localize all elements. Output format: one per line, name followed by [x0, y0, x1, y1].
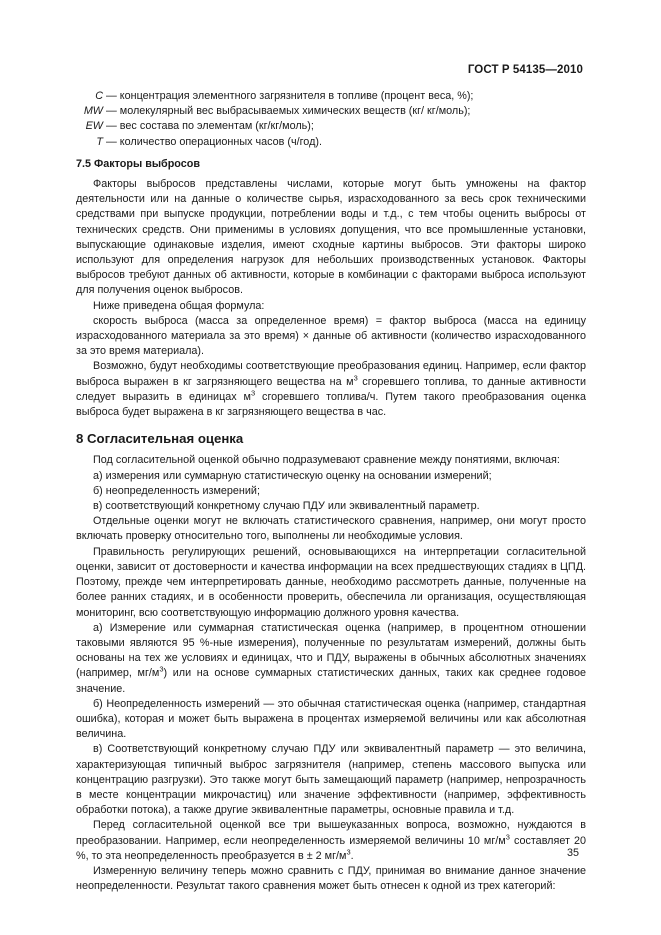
- paragraph: Ниже приведена общая формула:: [93, 299, 265, 312]
- paragraph: в) Соответствующий конкретному случаю ПДУ или эквивалентный параметр — это величина, характеризующая типичный выброс загрязнителя (например, степень массового выпуска или концентрацию разгрузки). Это также могут быть замещающий параметр (например, непрозрачность в месте концентрации микрочастиц) или значение эффективности (например, эффективность обработки потока), а также другие эквивалентные параметры, основные правила и т.д.: [76, 743, 586, 817]
- text-run: составляет 20 %, то эта неопределенность преобразуется в ± 2 мг/м: [76, 834, 586, 862]
- superscript: 3: [353, 373, 358, 383]
- superscript: 3: [250, 388, 256, 398]
- paragraph: Правильность регулирующих решений, основывающихся на интерпретации согласительной оценки, зависит от достоверности и качества информации на всех предшествующих стадиях в ЦПД. Поэтому, прежде чем интерпретировать данные, необходимо рассмотреть данные, полученные на более ранних стадиях, и в особенности проверить, обеспечила ли организация, осуществляющая мониторинг, всю соответствующую информацию должного уровня качества.: [76, 545, 586, 619]
- variable-description: — молекулярный вес выбрасываемых химических веществ (кг/ кг/моль);: [106, 105, 471, 118]
- paragraph: Измеренную величину теперь можно сравнить с ПДУ, принимая во внимание данное значение неопределенности. Результат такого сравнения может быть отнесен к одной из трех категорий:: [76, 864, 586, 893]
- variable-row: [76, 104, 586, 119]
- paragraph: [76, 818, 586, 864]
- variable-symbol: T: [96, 135, 103, 148]
- section-8-heading: 8 Согласительная оценка: [76, 431, 244, 447]
- paragraph: [76, 359, 586, 420]
- page-number: 35: [566, 847, 579, 859]
- text-run: Возможно, будут необходимы соответствующие преобразования единиц. Например, если фактор выброса выражен в кг загрязняющего вещества на м: [76, 360, 586, 388]
- variable-description: — концентрация элементного загрязнителя в топливе (процент веса, %);: [106, 90, 474, 102]
- variable-row: [76, 119, 586, 134]
- superscript: 3: [505, 831, 510, 841]
- list-item: б) неопределенность измерений;: [93, 484, 260, 497]
- variable-symbol: MW: [83, 105, 103, 118]
- list-item: в) соответствующий конкретному случаю ПДУ или эквивалентный параметр.: [93, 500, 480, 513]
- paragraph: Факторы выбросов представлены числами, которые могут быть умножены на фактор деятельности или на данные о количестве сырья, израсходованного за весь срок техническими средствами при выпуске продукции, потреблении воды и т.д., с тем чтобы оценить выбросы от технических средств. Они применимы в условиях допущения, что все промышленные установки, выпускающие одинаковые изделия, имеют сходные картины выбросов. Эти факторы широко используют для определения нагрузок для небольших производственных установок. Факторы выбросов требуют данных об активности, которые в комбинации с факторами выброса используют для получения оценок выбросов.: [76, 178, 586, 297]
- section-7-5-heading: 7.5 Факторы выбросов: [76, 157, 201, 170]
- superscript: 3: [346, 847, 351, 857]
- paragraph: Под согласительной оценкой обычно подразумевают сравнение между понятиями, включая:: [93, 454, 560, 467]
- variable-row: [76, 89, 586, 104]
- variable-description: — количество операционных часов (ч/год).: [106, 135, 322, 148]
- text-run: Перед согласительной оценкой все три вышеуказанных вопроса, возможно, нуждаются в преобразовании. Например, если неопределенность измеряемой величины 10 мг/м: [76, 819, 586, 847]
- variable-symbol: C: [95, 90, 103, 102]
- text-run: сгоревшего топлива, то данные активности следует выразить в единицах м: [76, 375, 586, 403]
- text-run: ) или на основе суммарных статистических данных, таких как среднее годовое значение.: [76, 667, 586, 695]
- variable-description: — вес состава по элементам (кг/кг/моль);: [106, 120, 314, 133]
- document-header: ГОСТ Р 54135—2010: [467, 64, 583, 76]
- text-run: сгоревшего топлива/ч. Путем такого преобразования оценка выброса будет выражена в кг загрязняющего вещества в час.: [76, 390, 586, 419]
- text-run: .: [350, 849, 354, 862]
- paragraph: Отдельные оценки могут не включать статистического сравнения, например, они могут просто включать проверку относительно того, выполнены ли необходимые условия.: [76, 515, 586, 543]
- variable-row: [76, 135, 586, 150]
- list-item: а) измерения или суммарную статистическую оценку на основании измерений;: [93, 469, 492, 482]
- text-run: а) Измерение или суммарная статистическая оценка (например, в процентном отношении таковыми являются 95 %-ные измерения), полученные по результатам измерений, должны быть основаны на тех же условиях и единицах, что и ПДУ, выражены в обычных абсолютных значениях (например, мг/м: [76, 621, 586, 680]
- variable-definitions: [76, 89, 586, 150]
- page-content: [76, 89, 586, 894]
- formula-paragraph: скорость выброса (масса за определенное время) = фактор выброса (масса на единицу израсходованного материала за это время) × данные об активности (количество израсходованного за это время материала).: [76, 314, 586, 358]
- superscript: 3: [159, 664, 164, 674]
- variable-symbol: EW: [85, 120, 103, 133]
- paragraph: [76, 621, 586, 697]
- paragraph: б) Неопределенность измерений — это обычная статистическая оценка (например, стандартная ошибка), которая и может быть выражена в процентах измеряемой величины или как абсолютная величина.: [76, 697, 586, 741]
